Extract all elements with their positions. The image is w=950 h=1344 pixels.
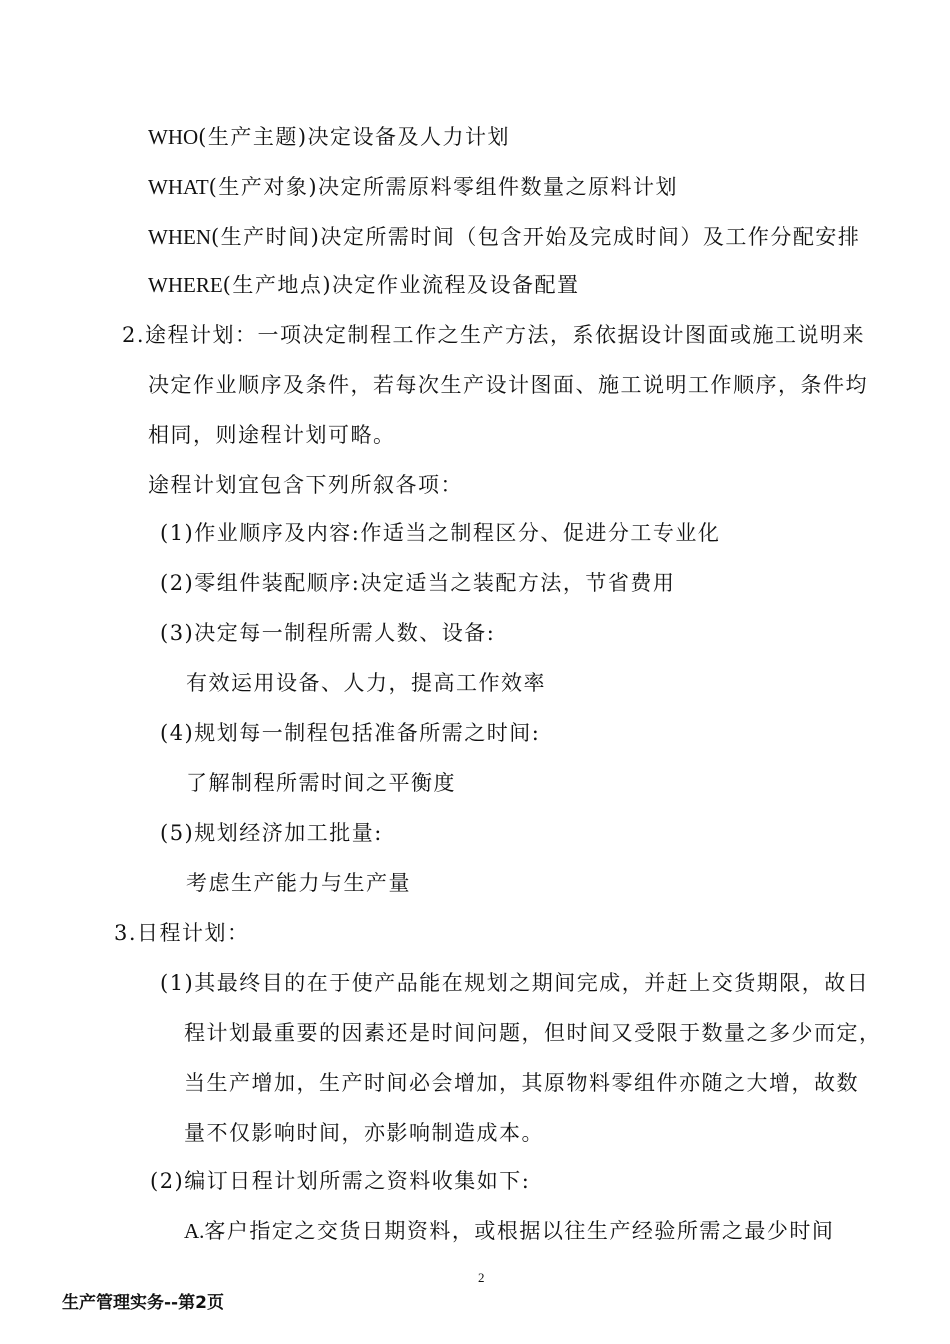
- who-line: WHO(生产主题)决定设备及人力计划: [148, 125, 511, 149]
- section2-point-2: (2)零组件装配顺序:决定适当之装配方法，节省费用: [160, 571, 676, 595]
- section2-point-5: (5)规划经济加工批量:: [160, 821, 383, 845]
- when-line: WHEN(生产时间)决定所需时间（包含开始及完成时间）及工作分配安排: [148, 225, 861, 249]
- section2-point-5-detail: 考虑生产能力与生产量: [186, 871, 411, 895]
- section3-p1-line-4: 量不仅影响时间，亦影响制造成本。: [184, 1121, 544, 1145]
- page-footer: 生产管理实务--第2页: [62, 1293, 224, 1313]
- what-line: WHAT(生产对象)决定所需原料零组件数量之原料计划: [148, 175, 679, 199]
- section3-pa: A.客户指定之交货日期资料，或根据以往生产经验所需之最少时间: [184, 1219, 835, 1243]
- section3-p1-line-2: 程计划最重要的因素还是时间问题，但时间又受限于数量之多少而定，: [184, 1021, 882, 1045]
- section2-point-4: (4)规划每一制程包括准备所需之时间:: [160, 721, 541, 745]
- page-number: 2: [478, 1270, 485, 1285]
- section2-point-4-detail: 了解制程所需时间之平衡度: [186, 771, 456, 795]
- section3-heading: 3.日程计划：: [114, 921, 250, 945]
- section2-point-3-detail: 有效运用设备、人力，提高工作效率: [186, 671, 546, 695]
- section3-p2: (2)编订日程计划所需之资料收集如下:: [150, 1169, 531, 1193]
- section2-point-3: (3)决定每一制程所需人数、设备:: [160, 621, 496, 645]
- where-line: WHERE(生产地点)决定作业流程及设备配置: [148, 273, 580, 297]
- section2-point-1: (1)作业顺序及内容:作适当之制程区分、促进分工专业化: [160, 521, 721, 545]
- section2-line-1: 2.途程计划：一项决定制程工作之生产方法，系依据设计图面或施工说明来: [122, 323, 866, 347]
- section2-line-3: 相同，则途程计划可略。: [148, 423, 396, 447]
- section2-line-2: 决定作业顺序及条件，若每次生产设计图面、施工说明工作顺序，条件均: [148, 373, 868, 397]
- section2-intro: 途程计划宜包含下列所叙各项：: [148, 473, 463, 497]
- section3-p1-line-1: (1)其最终目的在于使产品能在规划之期间完成，并赶上交货期限，故日: [160, 971, 870, 995]
- section3-p1-line-3: 当生产增加，生产时间必会增加，其原物料零组件亦随之大增，故数: [184, 1071, 859, 1095]
